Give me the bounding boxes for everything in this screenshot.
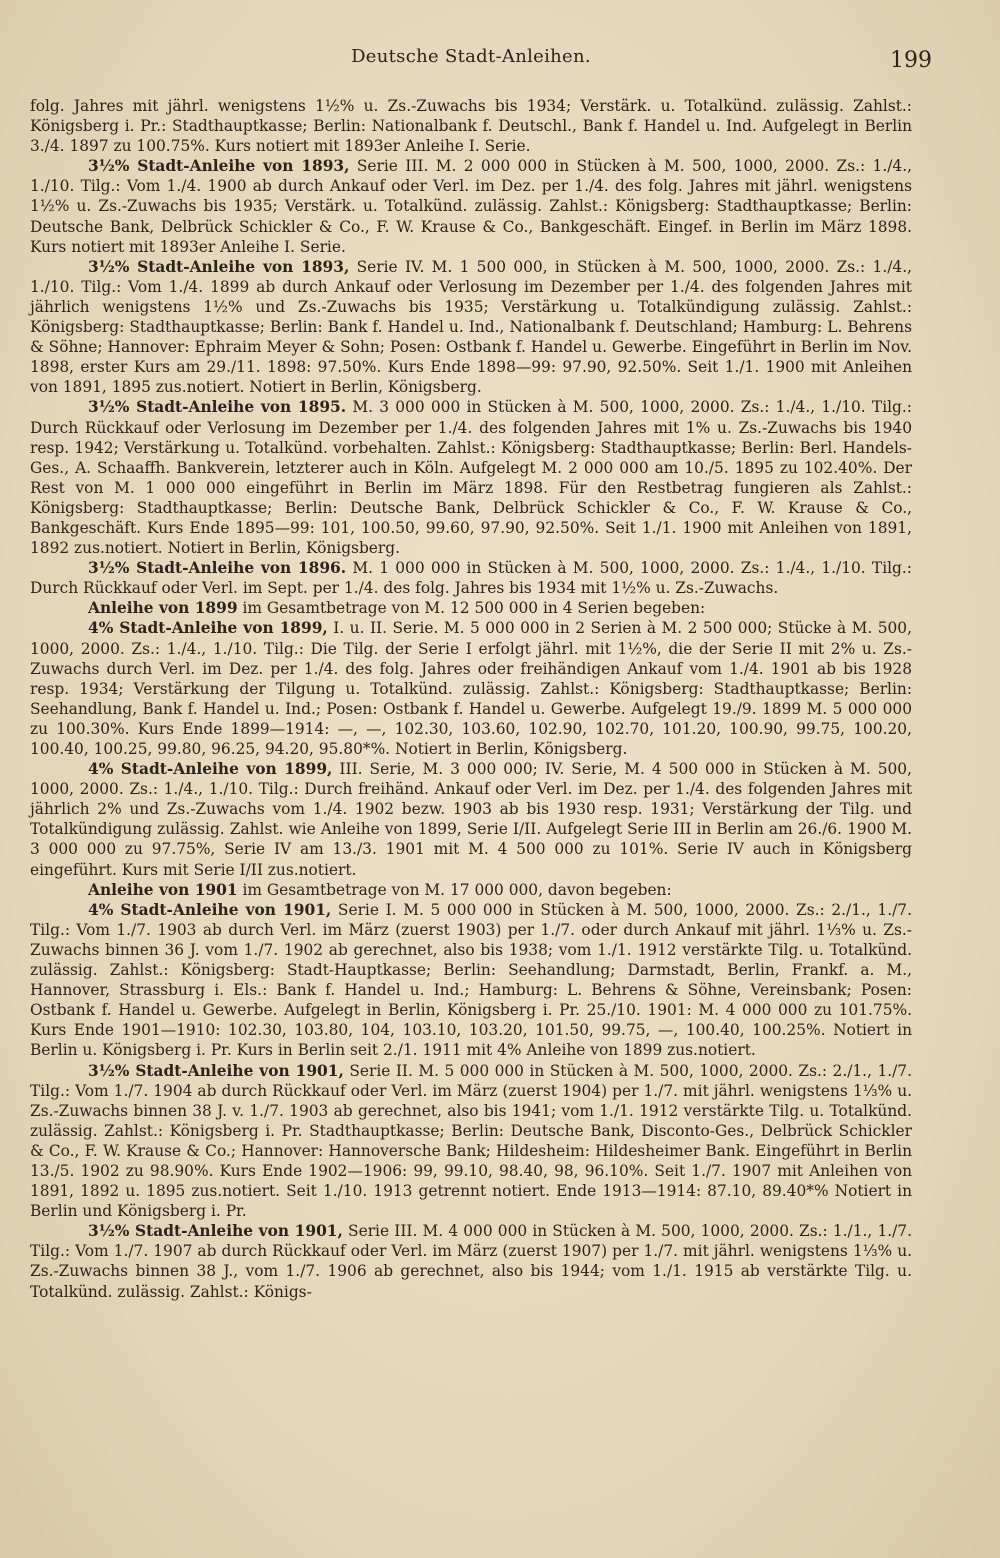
paragraph: [30, 880, 912, 900]
paragraph-heading: 3½% Stadt-Anleihe von 1893,: [88, 157, 350, 176]
paragraph: [30, 900, 912, 1061]
paragraph-heading: Anleihe von 1899: [88, 599, 238, 618]
paragraph-text: Serie III. M. 2 000 000 in Stücken à M. 500, 1000, 2000. Zs.: 1./4., 1./10. Tilg.: Vom 1./4. 1900 ab durch Ankauf oder Verl. im Dez. per 1./4. des folg. Jahres mit jährl. wenigstens 1½% u. Zs.-Zuwachs bis 1935; Verstärk. u. Totalkünd. zulässig. Zahlst.: Königsberg: Stadthauptkasse; Berlin: Deutsche Bank, Delbrück Schickler & Co., F. W. Krause & Co., Bankgeschäft. Eingef. in Berlin im März 1898. Kurs notiert mit 1893er Anleihe I. Serie.: [30, 157, 912, 256]
paragraph: [30, 1221, 912, 1301]
paragraph-text: M. 3 000 000 in Stücken à M. 500, 1000, 2000. Zs.: 1./4., 1./10. Tilg.: Durch Rückkauf oder Verlosung im Dezember per 1./4. des folgenden Jahres mit 1% u. Zs.-Zuwachs bis 1940 resp. 1942; Verstärkung u. Totalkünd. vorbehalten. Zahlst.: Königsberg: Stadthauptkasse; Berlin: Berl. Handels-Ges., A. Schaaffh. Bankverein, letzterer auch in Köln. Aufgelegt M. 2 000 000 am 10./5. 1895 zu 102.40%. Der Rest von M. 1 000 000 eingeführt in Berlin im März 1898. Für den Restbetrag fungieren als Zahlst.: Königsberg: Stadthauptkasse; Berlin: Deutsche Bank, Delbrück Schickler & Co., F. W. Krause & Co., Bankgeschäft. Kurs Ende 1895—99: 101, 100.50, 99.60, 97.90, 92.50%. Seit 1./1. 1900 mit Anleihen von 1891, 1892 zus.notiert. Notiert in Berlin, Königsberg.: [30, 398, 912, 558]
paragraph: [30, 558, 912, 598]
paragraph: [30, 759, 912, 880]
page-body: [30, 96, 912, 1302]
paragraph: [30, 598, 912, 618]
paragraph-text: III. Serie, M. 3 000 000; IV. Serie, M. 4 500 000 in Stücken à M. 500, 1000, 2000. Zs.: 1./4., 1./10. Tilg.: Durch freihänd. Ankauf oder Verl. im Dez. per 1./4. des folgenden Jahres mit jährlich 2% und Zs.-Zuwachs vom 1./4. 1902 bezw. 1903 ab bis 1930 resp. 1931; Verstärkung der Tilg. und Totalkündigung zulässig. Zahlst. wie Anleihe von 1899, Serie I/II. Aufgelegt Serie III in Berlin am 26./6. 1900 M. 3 000 000 zu 97.75%, Serie IV am 13./3. 1901 mit M. 4 500 000 zu 101%. Serie IV auch in Königsberg eingeführt. Kurs mit Serie I/II zus.notiert.: [30, 760, 912, 879]
paragraph-heading: 4% Stadt-Anleihe von 1901,: [88, 900, 332, 919]
paragraph: [30, 1061, 912, 1222]
page-title: Deutsche Stadt-Anleihen.: [351, 46, 591, 67]
paragraph-heading: 3½% Stadt-Anleihe von 1895.: [88, 398, 347, 417]
paragraph: [30, 156, 912, 256]
paragraph: [30, 96, 912, 156]
paragraph-heading: 4% Stadt-Anleihe von 1899,: [88, 760, 333, 779]
paragraph-heading: 4% Stadt-Anleihe von 1899,: [88, 619, 328, 638]
paragraph-heading: 3½% Stadt-Anleihe von 1901,: [88, 1222, 343, 1241]
paragraph-heading: 3½% Stadt-Anleihe von 1901,: [88, 1061, 344, 1080]
paragraph-text: im Gesamtbetrage von M. 12 500 000 in 4 Serien begeben:: [242, 599, 706, 618]
paragraph-text: Serie II. M. 5 000 000 in Stücken à M. 500, 1000, 2000. Zs.: 2./1., 1./7. Tilg.: Vom 1./7. 1904 ab durch Rückkauf oder Verl. im März (zuerst 1904) per 1./7. mit jährl. wenigstens 1⅓% u. Zs.-Zuwachs binnen 38 J. v. 1./7. 1903 ab gerechnet, also bis 1941; vom 1./1. 1912 verstärkte Tilg. u. Totalkünd. zulässig. Zahlst.: Königsberg i. Pr. Stadthauptkasse; Berlin: Deutsche Bank, Disconto-Ges., Delbrück Schickler & Co., F. W. Krause & Co.; Hannover: Hannoversche Bank; Hildesheim: Hildesheimer Bank. Eingeführt in Berlin 13./5. 1902 zu 98.90%. Kurs Ende 1902—1906: 99, 99.10, 98.40, 98, 96.10%. Seit 1./7. 1907 mit Anleihen von 1891, 1892 u. 1895 zus.notiert. Seit 1./10. 1913 getrennt notiert. Ende 1913—1914: 87.10, 89.40*% Notiert in Berlin und Königsberg i. Pr.: [30, 1061, 912, 1221]
paragraph: [30, 397, 912, 558]
paragraph-text: Serie IV. M. 1 500 000, in Stücken à M. 500, 1000, 2000. Zs.: 1./4., 1./10. Tilg.: Vom 1./4. 1899 ab durch Ankauf oder Verlosung im Dezember per 1./4. des folgenden Jahres mit jährlich wenigstens 1½% und Zs.-Zuwachs bis 1935; Verstärkung u. Totalkündigung zulässig. Zahlst.: Königsberg: Stadthauptkasse; Berlin: Bank f. Handel u. Ind., Nationalbank f. Deutschland; Hamburg: L. Behrens & Söhne; Hannover: Ephraim Meyer & Sohn; Posen: Ostbank f. Handel u. Gewerbe. Eingeführt in Berlin im Nov. 1898, erster Kurs am 29./11. 1898: 97.50%. Kurs Ende 1898—99: 97.90, 92.50%. Seit 1./1. 1900 mit Anleihen von 1891, 1895 zus.notiert. Notiert in Berlin, Königsberg.: [30, 257, 912, 397]
paragraph-text: im Gesamtbetrage von M. 17 000 000, davon begeben:: [242, 880, 672, 899]
paragraph-text: Serie III. M. 4 000 000 in Stücken à M. 500, 1000, 2000. Zs.: 1./1., 1./7. Tilg.: Vom 1./7. 1907 ab durch Rückkauf oder Verl. im März (zuerst 1907) per 1./7. mit jährl. wenigstens 1⅓% u. Zs.-Zuwachs binnen 38 J., vom 1./7. 1906 ab gerechnet, also bis 1944; vom 1./1. 1915 ab verstärkte Tilg. u. Totalkünd. zulässig. Zahlst.: Königs-: [30, 1222, 912, 1301]
page-number: 199: [890, 48, 932, 73]
paragraph-text: Serie I. M. 5 000 000 in Stücken à M. 500, 1000, 2000. Zs.: 2./1., 1./7. Tilg.: Vom 1./7. 1903 ab durch Verl. im März (zuerst 1903) per 1./7. oder durch Ankauf mit jährl. 1⅓% u. Zs.-Zuwachs binnen 36 J. vom 1./7. 1902 ab gerechnet, also bis 1938; vom 1./1. 1912 verstärkte Tilg. u. Totalkünd. zulässig. Zahlst.: Königsberg: Stadt-Hauptkasse; Berlin: Seehandlung; Darmstadt, Berlin, Frankf. a. M., Hannover, Strassburg i. Els.: Bank f. Handel u. Ind.; Hamburg: L. Behrens & Söhne, Vereinsbank; Posen: Ostbank f. Handel u. Gewerbe. Aufgelegt in Berlin, Königsberg i. Pr. 25./10. 1901: M. 4 000 000 zu 101.75%. Kurs Ende 1901—1910: 102.30, 103.80, 104, 103.10, 103.20, 101.50, 99.75, —, 100.40, 100.25%. Notiert in Berlin u. Königsberg i. Pr. Kurs in Berlin seit 2./1. 1911 mit 4% Anleihe von 1899 zus.notiert.: [30, 900, 912, 1060]
paragraph-text: I. u. II. Serie. M. 5 000 000 in 2 Serien à M. 2 500 000; Stücke à M. 500, 1000, 2000. Zs.: 1./4., 1./10. Tilg.: Die Tilg. der Serie I erfolgt jährl. mit 1½%, die der Serie II mit 2% u. Zs.-Zuwachs durch Verl. im Dez. per 1./4. des folg. Jahres oder freihändigen Ankauf vom 1./4. 1901 ab bis 1928 resp. 1934; Verstärkung der Tilgung u. Totalkünd. zulässig. Zahlst.: Königsberg: Stadthauptkasse; Berlin: Seehandlung, Bank f. Handel u. Ind.; Posen: Ostbank f. Handel u. Gewerbe. Aufgelegt 19./9. 1899 M. 5 000 000 zu 100.30%. Kurs Ende 1899—1914: —, —, 102.30, 103.60, 102.90, 102.70, 101.20, 100.90, 99.75, 100.20, 100.40, 100.25, 99.80, 96.25, 94.20, 95.80*%. Notiert in Berlin, Königsberg.: [30, 619, 912, 758]
paragraph-heading: 3½% Stadt-Anleihe von 1896.: [88, 559, 347, 578]
paragraph: [30, 257, 912, 398]
running-header: [30, 44, 932, 74]
paragraph-text: folg. Jahres mit jährl. wenigstens 1½% u. Zs.-Zuwachs bis 1934; Verstärk. u. Totalkünd. zulässig. Zahlst.: Königsberg i. Pr.: Stadthauptkasse; Berlin: Nationalbank f. Deutschl., Bank f. Handel u. Ind. Aufgelegt in Berlin 3./4. 1897 zu 100.75%. Kurs notiert mit 1893er Anleihe I. Serie.: [30, 97, 912, 156]
paragraph-heading: 3½% Stadt-Anleihe von 1893,: [88, 257, 350, 276]
paragraph-text: M. 1 000 000 in Stücken à M. 500, 1000, 2000. Zs.: 1./4., 1./10. Tilg.: Durch Rückkauf oder Verl. im Sept. per 1./4. des folg. Jahres bis 1934 mit 1½% u. Zs.-Zuwachs.: [30, 559, 912, 598]
paragraph-heading: Anleihe von 1901: [88, 880, 238, 899]
paragraph: [30, 618, 912, 759]
